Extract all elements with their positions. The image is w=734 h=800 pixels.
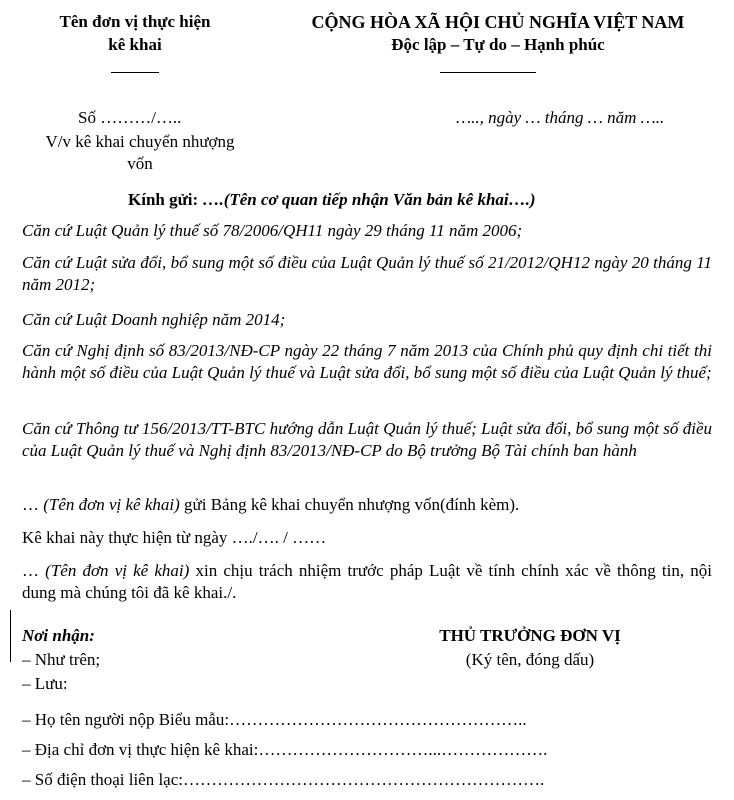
declaration-paragraph-1 — [22, 494, 712, 516]
phone-field: – Số điện thoại liên lạc:………………………………………………………. — [22, 770, 545, 789]
p1-org-placeholder: (Tên đơn vị kê khai) — [43, 495, 180, 514]
document-number: Số ………/….. — [78, 108, 182, 127]
legal-basis-4: Căn cứ Nghị định số 83/2013/NĐ-CP ngày 22 tháng 7 năm 2013 của Chính phủ quy định chi tiết thi hành một số điều của Luật Quản lý thuế và Luật sửa đổi, bổ sung một số điều của Luật Quản lý thuế; — [22, 341, 712, 382]
p3-org-placeholder: (Tên đơn vị kê khai) — [45, 561, 190, 580]
p1-text: gửi Bảng kê khai chuyển nhượng vốn(đính kèm). — [179, 495, 520, 514]
recipient-item: – Như trên; — [22, 650, 101, 669]
p3-text: xin chịu trách nhiệm trước pháp Luật về tính chính xác về thông tin, nội dung mà chúng tôi đã kê khai./. — [22, 561, 712, 602]
legal-basis-1: Căn cứ Luật Quản lý thuế số 78/2006/QH11 ngày 29 tháng 11 năm 2006; — [22, 221, 523, 240]
legal-basis-2: Căn cứ Luật sửa đổi, bổ sung một số điều của Luật Quản lý thuế số 21/2012/QH12 ngày 20 tháng 11 năm 2012; — [22, 253, 712, 294]
signature-note: (Ký tên, đóng dấu) — [465, 650, 595, 669]
motto-underline — [440, 72, 536, 73]
p3-prefix: … — [22, 561, 46, 580]
legal-basis-5: Căn cứ Thông tư 156/2013/TT-BTC hướng dẫn Luật Quản lý thuế; Luật sửa đổi, bổ sung một số điều của Luật Quản lý thuế và Nghị định 83/2013/NĐ-CP do Bộ trưởng Bộ Tài chính ban hành — [22, 419, 712, 460]
recipients-label: Nơi nhận: — [22, 626, 95, 645]
declaration-paragraph-3 — [22, 560, 712, 604]
signature-title: THỦ TRƯỞNG ĐƠN VỊ — [439, 626, 621, 645]
salutation — [128, 190, 536, 210]
org-address-field: – Địa chỉ đơn vị thực hiện kê khai:…………………………...………………. — [22, 740, 548, 759]
margin-bar — [10, 610, 11, 662]
recipient-item: – Lưu: — [22, 674, 68, 693]
salutation-label: Kính gửi: — [128, 190, 199, 209]
subject-line2: vốn — [127, 154, 153, 173]
subject-line1: V/v kê khai chuyển nhượng — [45, 132, 235, 151]
legal-basis-3: Căn cứ Luật Doanh nghiệp năm 2014; — [22, 310, 286, 329]
issue-date: ….., ngày … tháng … năm ….. — [456, 108, 665, 127]
submitter-name-field: – Họ tên người nộp Biểu mẫu:…………………………………………….. — [22, 710, 527, 729]
org-name-line1: Tên đơn vị thực hiện — [59, 12, 211, 31]
org-underline — [111, 72, 159, 73]
country-name: CỘNG HÒA XÃ HỘI CHỦ NGHĨA VIỆT NAM — [311, 12, 685, 32]
national-motto: Độc lập – Tự do – Hạnh phúc — [391, 35, 605, 54]
org-name-line2: kê khai — [108, 35, 162, 54]
declaration-paragraph-2: Kê khai này thực hiện từ ngày …./…. / …… — [22, 528, 327, 547]
p1-prefix: … — [22, 495, 44, 514]
salutation-recipient: ….(Tên cơ quan tiếp nhận Văn bản kê khai….) — [198, 190, 536, 209]
